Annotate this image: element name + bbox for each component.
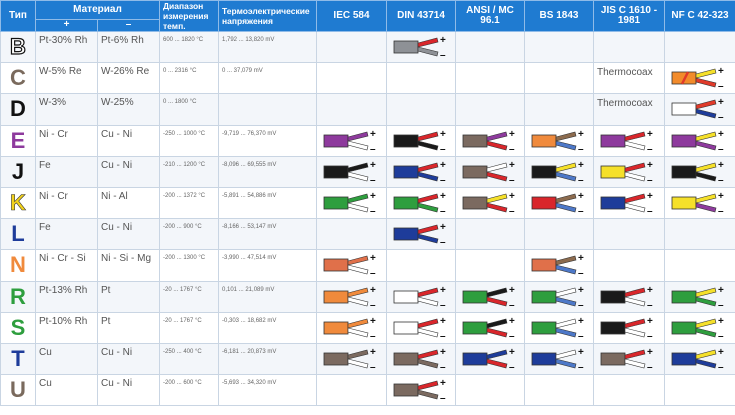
svg-text:–: – <box>647 205 653 215</box>
color-code-cell <box>594 375 665 406</box>
table-row <box>1 219 735 250</box>
color-code-cell <box>665 187 735 218</box>
material-plus: Pt-13% Rh <box>36 281 98 312</box>
wire-color-icon <box>393 347 449 371</box>
svg-text:–: – <box>370 330 376 340</box>
type-letter: J <box>1 156 36 187</box>
thermo-voltage: 0 ... 37,079 mV <box>219 63 317 94</box>
svg-text:–: – <box>509 205 515 215</box>
svg-text:+: + <box>647 128 653 140</box>
color-code-cell <box>317 312 387 343</box>
svg-text:–: – <box>370 268 376 278</box>
svg-text:–: – <box>578 330 584 340</box>
svg-text:+: + <box>370 315 376 327</box>
svg-text:+: + <box>718 315 724 327</box>
table-row <box>1 63 735 94</box>
wire-color-icon <box>600 160 656 184</box>
material-minus: Pt <box>98 281 160 312</box>
material-plus: Pt-30% Rh <box>36 32 98 63</box>
header-minus: – <box>98 20 160 32</box>
color-code-cell <box>525 250 594 281</box>
material-minus: Ni - Si - Mg <box>98 250 160 281</box>
color-code-cell <box>456 32 525 63</box>
color-code-cell <box>456 250 525 281</box>
wire-color-icon <box>323 316 379 340</box>
type-letter: B <box>1 32 36 63</box>
wire-color-icon <box>600 129 656 153</box>
type-letter: T <box>1 343 36 374</box>
color-code-cell <box>317 94 387 125</box>
svg-text:–: – <box>440 393 446 403</box>
table-row <box>1 281 735 312</box>
wire-color-icon <box>323 347 379 371</box>
color-code-cell <box>456 63 525 94</box>
svg-text:+: + <box>440 346 446 358</box>
color-code-cell <box>665 219 735 250</box>
svg-text:+: + <box>718 66 724 78</box>
material-plus: Cu <box>36 375 98 406</box>
svg-text:+: + <box>578 190 584 202</box>
wire-color-icon <box>531 316 587 340</box>
thermo-voltage: -9,719 ... 76,370 mV <box>219 125 317 156</box>
color-code-cell <box>594 63 665 94</box>
material-minus: Cu - Ni <box>98 375 160 406</box>
svg-text:–: – <box>647 174 653 184</box>
svg-text:–: – <box>370 143 376 153</box>
color-code-cell <box>456 187 525 218</box>
thermo-voltage: -6,181 ... 20,873 mV <box>219 343 317 374</box>
color-code-cell <box>665 343 735 374</box>
svg-text:–: – <box>718 112 724 122</box>
svg-text:–: – <box>718 361 724 371</box>
temperature-range: -250 ... 1000 °C <box>160 125 219 156</box>
color-code-cell <box>525 125 594 156</box>
header-voltage: Термоэлектрические напряжения <box>219 1 317 32</box>
header-std-din: DIN 43714 <box>387 1 456 32</box>
header-material: Материал <box>36 1 160 20</box>
svg-text:–: – <box>440 361 446 371</box>
table-row <box>1 32 735 63</box>
color-code-cell <box>665 63 735 94</box>
type-letter: C <box>1 63 36 94</box>
wire-color-icon <box>462 160 518 184</box>
wire-color-icon <box>393 160 449 184</box>
svg-text:+: + <box>509 128 515 140</box>
color-code-cell <box>456 125 525 156</box>
svg-text:+: + <box>370 346 376 358</box>
svg-text:+: + <box>718 159 724 171</box>
wire-color-icon <box>671 160 727 184</box>
temperature-range: -20 ... 1767 °C <box>160 312 219 343</box>
svg-text:–: – <box>647 143 653 153</box>
svg-text:–: – <box>440 174 446 184</box>
color-code-cell <box>665 312 735 343</box>
color-code-cell <box>317 343 387 374</box>
header-range: Диапазон измерения темп. <box>160 1 219 32</box>
wire-color-icon <box>671 285 727 309</box>
wire-color-icon <box>671 191 727 215</box>
header-std-bs: BS 1843 <box>525 1 594 32</box>
svg-text:–: – <box>578 205 584 215</box>
svg-text:+: + <box>578 128 584 140</box>
color-code-cell <box>665 32 735 63</box>
svg-text:+: + <box>647 315 653 327</box>
color-code-cell <box>665 281 735 312</box>
color-code-cell <box>525 63 594 94</box>
svg-text:–: – <box>718 205 724 215</box>
color-code-cell <box>525 187 594 218</box>
type-letter: R <box>1 281 36 312</box>
table-row <box>1 125 735 156</box>
color-code-cell <box>594 156 665 187</box>
table-row <box>1 375 735 406</box>
material-plus: Ni - Cr - Si <box>36 250 98 281</box>
svg-text:+: + <box>578 346 584 358</box>
color-code-cell <box>317 250 387 281</box>
svg-text:+: + <box>647 159 653 171</box>
svg-text:+: + <box>509 159 515 171</box>
material-minus: W-25% <box>98 94 160 125</box>
wire-color-icon <box>393 222 449 246</box>
color-code-cell <box>525 219 594 250</box>
color-code-cell <box>594 250 665 281</box>
wire-color-icon <box>462 285 518 309</box>
material-minus: Ni - Al <box>98 187 160 218</box>
svg-text:–: – <box>578 174 584 184</box>
svg-text:–: – <box>440 50 446 59</box>
type-letter: N <box>1 250 36 281</box>
type-letter: D <box>1 94 36 125</box>
temperature-range: -20 ... 1767 °C <box>160 281 219 312</box>
svg-text:+: + <box>440 159 446 171</box>
color-code-cell <box>387 156 456 187</box>
table-row <box>1 156 735 187</box>
svg-text:–: – <box>578 361 584 371</box>
color-code-cell <box>456 219 525 250</box>
svg-text:–: – <box>647 299 653 309</box>
svg-text:–: – <box>647 361 653 371</box>
color-code-cell <box>594 125 665 156</box>
manufacturer-note: Thermocoax <box>597 67 653 79</box>
color-code-cell <box>525 94 594 125</box>
temperature-range: -200 ... 900 °C <box>160 219 219 250</box>
color-code-cell <box>456 312 525 343</box>
svg-text:+: + <box>718 97 724 109</box>
material-plus: Ni - Cr <box>36 187 98 218</box>
thermo-voltage: 0,101 ... 21,089 mV <box>219 281 317 312</box>
wire-color-icon <box>323 285 379 309</box>
type-letter: L <box>1 219 36 250</box>
svg-text:+: + <box>718 284 724 296</box>
header-plus: + <box>36 20 98 32</box>
material-plus: Ni - Cr <box>36 125 98 156</box>
color-code-cell <box>525 281 594 312</box>
svg-text:+: + <box>440 128 446 140</box>
color-code-cell <box>525 156 594 187</box>
wire-color-icon <box>393 316 449 340</box>
material-plus: Pt-10% Rh <box>36 312 98 343</box>
thermo-voltage: -0,303 ... 18,682 mV <box>219 312 317 343</box>
material-plus: W-5% Re <box>36 63 98 94</box>
wire-color-icon <box>323 160 379 184</box>
color-code-cell <box>387 250 456 281</box>
color-code-cell <box>594 219 665 250</box>
material-minus: Cu - Ni <box>98 125 160 156</box>
color-code-cell <box>525 312 594 343</box>
svg-text:–: – <box>440 205 446 215</box>
svg-text:–: – <box>509 330 515 340</box>
temperature-range: -200 ... 1300 °C <box>160 250 219 281</box>
svg-text:+: + <box>370 284 376 296</box>
svg-text:+: + <box>440 284 446 296</box>
color-code-cell <box>594 32 665 63</box>
svg-text:–: – <box>370 299 376 309</box>
color-code-cell <box>665 125 735 156</box>
type-letter: U <box>1 375 36 406</box>
wire-color-icon <box>323 191 379 215</box>
material-plus: Cu <box>36 343 98 374</box>
color-code-cell <box>317 219 387 250</box>
wire-color-icon <box>531 129 587 153</box>
temperature-range: 600 ... 1820 °C <box>160 32 219 63</box>
wire-color-icon <box>600 285 656 309</box>
svg-text:+: + <box>440 315 446 327</box>
wire-color-icon <box>531 253 587 277</box>
svg-text:+: + <box>578 315 584 327</box>
svg-text:+: + <box>647 346 653 358</box>
wire-color-icon <box>671 97 727 121</box>
material-minus: Cu - Ni <box>98 156 160 187</box>
svg-text:+: + <box>718 346 724 358</box>
color-code-cell <box>387 312 456 343</box>
svg-text:+: + <box>647 284 653 296</box>
svg-text:–: – <box>578 268 584 278</box>
thermo-voltage: -8,096 ... 69,555 mV <box>219 156 317 187</box>
svg-text:–: – <box>440 237 446 247</box>
wire-color-icon <box>462 347 518 371</box>
color-code-cell <box>387 32 456 63</box>
color-code-cell <box>317 125 387 156</box>
color-code-cell <box>456 156 525 187</box>
wire-color-icon <box>462 191 518 215</box>
header-type: Тип <box>1 1 36 32</box>
svg-text:–: – <box>440 143 446 153</box>
color-code-cell <box>525 32 594 63</box>
color-code-cell <box>594 343 665 374</box>
wire-color-icon <box>393 191 449 215</box>
thermo-voltage: -8,166 ... 53,147 mV <box>219 219 317 250</box>
svg-text:+: + <box>509 284 515 296</box>
material-minus: Cu - Ni <box>98 343 160 374</box>
svg-text:+: + <box>718 128 724 140</box>
svg-text:+: + <box>578 253 584 265</box>
color-code-cell <box>387 63 456 94</box>
color-code-cell <box>594 94 665 125</box>
thermo-voltage: -3,990 ... 47,514 mV <box>219 250 317 281</box>
svg-text:–: – <box>509 174 515 184</box>
color-code-cell <box>594 312 665 343</box>
svg-text:–: – <box>578 143 584 153</box>
wire-color-icon <box>671 316 727 340</box>
svg-text:+: + <box>440 378 446 390</box>
color-code-cell <box>665 250 735 281</box>
temperature-range: 0 ... 2316 °C <box>160 63 219 94</box>
temperature-range: -250 ... 400 °C <box>160 343 219 374</box>
svg-text:+: + <box>647 190 653 202</box>
svg-text:–: – <box>718 81 724 91</box>
color-code-cell <box>317 375 387 406</box>
color-code-cell <box>665 94 735 125</box>
svg-text:–: – <box>440 330 446 340</box>
svg-text:+: + <box>370 128 376 140</box>
color-code-cell <box>387 281 456 312</box>
svg-text:–: – <box>718 330 724 340</box>
color-code-cell <box>387 187 456 218</box>
svg-text:–: – <box>370 205 376 215</box>
wire-color-icon <box>531 191 587 215</box>
temperature-range: -200 ... 1372 °C <box>160 187 219 218</box>
header-std-iec: IEC 584 <box>317 1 387 32</box>
svg-text:–: – <box>718 143 724 153</box>
svg-text:–: – <box>509 361 515 371</box>
type-letter: S <box>1 312 36 343</box>
table-row <box>1 343 735 374</box>
svg-text:–: – <box>718 174 724 184</box>
svg-text:+: + <box>440 35 446 46</box>
thermo-voltage <box>219 94 317 125</box>
wire-color-icon <box>600 347 656 371</box>
wire-color-icon <box>393 35 449 59</box>
material-minus: W-26% Re <box>98 63 160 94</box>
color-code-cell <box>456 281 525 312</box>
thermo-voltage: -5,693 ... 34,320 mV <box>219 375 317 406</box>
table-body <box>1 32 735 406</box>
table-row <box>1 187 735 218</box>
wire-color-icon <box>531 285 587 309</box>
wire-color-icon <box>671 66 727 90</box>
color-code-cell <box>317 63 387 94</box>
svg-text:+: + <box>440 222 446 234</box>
svg-text:+: + <box>718 190 724 202</box>
color-code-cell <box>456 375 525 406</box>
svg-text:+: + <box>509 190 515 202</box>
header-std-ansi: ANSI / MC 96.1 <box>456 1 525 32</box>
svg-text:+: + <box>370 159 376 171</box>
color-code-cell <box>525 375 594 406</box>
thermo-voltage: -5,891 ... 54,886 mV <box>219 187 317 218</box>
color-code-cell <box>456 94 525 125</box>
temperature-range: -210 ... 1200 °C <box>160 156 219 187</box>
color-code-cell <box>317 187 387 218</box>
svg-text:+: + <box>440 190 446 202</box>
thermo-voltage: 1,792 ... 13,820 mV <box>219 32 317 63</box>
wire-color-icon <box>462 129 518 153</box>
header-std-nf: NF C 42-323 <box>665 1 735 32</box>
wire-color-icon <box>323 129 379 153</box>
color-code-cell <box>387 125 456 156</box>
wire-color-icon <box>671 129 727 153</box>
material-plus: Fe <box>36 156 98 187</box>
svg-text:–: – <box>370 361 376 371</box>
color-code-cell <box>456 343 525 374</box>
type-letter: E <box>1 125 36 156</box>
wire-color-icon <box>393 129 449 153</box>
svg-text:–: – <box>509 143 515 153</box>
svg-text:+: + <box>509 346 515 358</box>
wire-color-icon <box>600 191 656 215</box>
color-code-cell <box>387 94 456 125</box>
manufacturer-note: Thermocoax <box>597 98 653 110</box>
wire-color-icon <box>462 316 518 340</box>
color-code-cell <box>317 156 387 187</box>
material-minus: Cu - Ni <box>98 219 160 250</box>
material-plus: Fe <box>36 219 98 250</box>
svg-text:+: + <box>578 284 584 296</box>
color-code-cell <box>594 281 665 312</box>
table-row <box>1 312 735 343</box>
wire-color-icon <box>531 347 587 371</box>
wire-color-icon <box>323 253 379 277</box>
temperature-range: 0 ... 1800 °C <box>160 94 219 125</box>
color-code-cell <box>387 375 456 406</box>
svg-text:+: + <box>370 190 376 202</box>
material-plus: W-3% <box>36 94 98 125</box>
wire-color-icon <box>393 378 449 402</box>
color-code-cell <box>594 187 665 218</box>
type-letter: K <box>1 187 36 218</box>
color-code-cell <box>317 32 387 63</box>
svg-text:+: + <box>509 315 515 327</box>
material-minus: Pt-6% Rh <box>98 32 160 63</box>
temperature-range: -200 ... 600 °C <box>160 375 219 406</box>
color-code-cell <box>525 343 594 374</box>
svg-text:–: – <box>440 299 446 309</box>
color-code-cell <box>387 343 456 374</box>
svg-text:–: – <box>509 299 515 309</box>
color-code-cell <box>317 281 387 312</box>
svg-text:–: – <box>647 330 653 340</box>
wire-color-icon <box>671 347 727 371</box>
color-code-cell <box>387 219 456 250</box>
svg-text:–: – <box>370 174 376 184</box>
color-code-cell <box>665 156 735 187</box>
svg-text:–: – <box>578 299 584 309</box>
material-minus: Pt <box>98 312 160 343</box>
color-code-cell <box>665 375 735 406</box>
wire-color-icon <box>531 160 587 184</box>
svg-text:+: + <box>578 159 584 171</box>
table-row <box>1 250 735 281</box>
svg-text:+: + <box>370 253 376 265</box>
wire-color-icon <box>393 285 449 309</box>
header-std-jis: JIS C 1610 - 1981 <box>594 1 665 32</box>
table-row <box>1 94 735 125</box>
svg-text:–: – <box>718 299 724 309</box>
wire-color-icon <box>600 316 656 340</box>
